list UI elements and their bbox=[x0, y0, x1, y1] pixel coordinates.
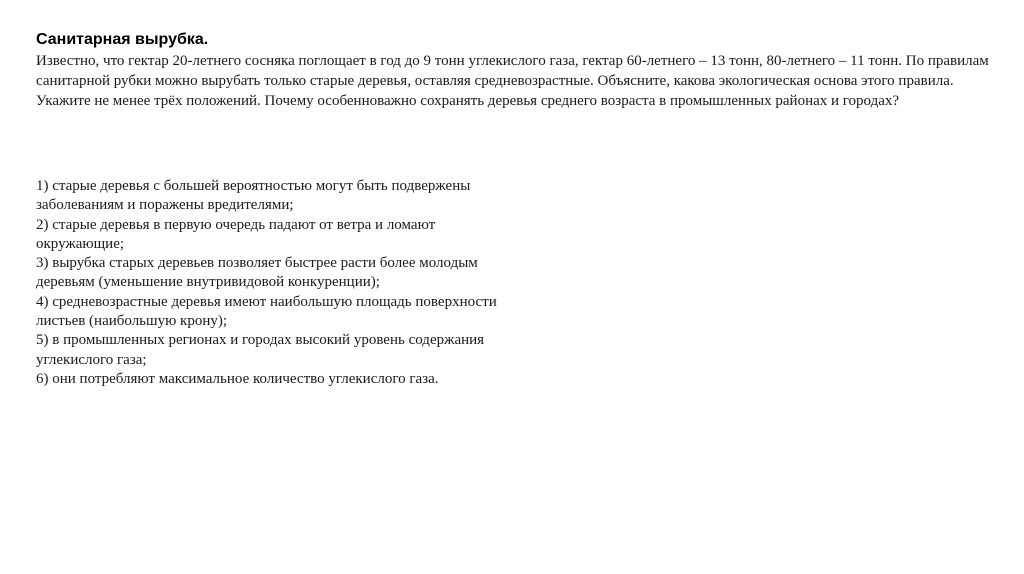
answer-list bbox=[36, 177, 497, 389]
answer-item bbox=[36, 293, 497, 332]
answer-line: 6) они потребляют максимальное количество углекислого газа. bbox=[36, 370, 439, 387]
answer-item bbox=[36, 177, 497, 216]
answer-item bbox=[36, 254, 497, 293]
answer-item bbox=[36, 370, 497, 389]
slide-title: Санитарная вырубка. bbox=[36, 31, 209, 48]
answer-line: 3) вырубка старых деревьев позволяет быстрее расти более молодым bbox=[36, 255, 478, 272]
question-text: Известно, что гектар 20-летнего сосняка поглощает в год до 9 тонн углекислого газа, гектар 60-летнего – 13 тонн, 80-летнего – 11 тонн. По правилам санитарной рубки можно вырубать только старые деревья, оставляя средневозрастные. Объясните, какова экологическая основа этого правила. Укажите не менее трёх положений. Почему особенноважно сохранять деревья среднего возраста в промышленных районах и городах? bbox=[36, 53, 989, 109]
answer-line: 4) средневозрастные деревья имеют наибольшую площадь поверхности bbox=[36, 293, 497, 310]
answer-line: листьев (наибольшую крону); bbox=[36, 313, 228, 330]
answer-line: 1) старые деревья с большей вероятностью могут быть подвержены bbox=[36, 178, 471, 194]
answer-line: окружающие; bbox=[36, 235, 125, 252]
answer-item bbox=[36, 331, 497, 370]
answer-line: заболеваниям и поражены вредителями; bbox=[36, 197, 294, 214]
answer-line: 5) в промышленных регионах и городах высокий уровень содержания bbox=[36, 332, 485, 349]
answer-line: углекислого газа; bbox=[36, 351, 147, 368]
answer-line: 2) старые деревья в первую очередь падают от ветра и ломают bbox=[36, 216, 436, 233]
answer-line: деревьям (уменьшение внутривидовой конкуренции); bbox=[36, 274, 380, 291]
answer-item bbox=[36, 216, 497, 255]
